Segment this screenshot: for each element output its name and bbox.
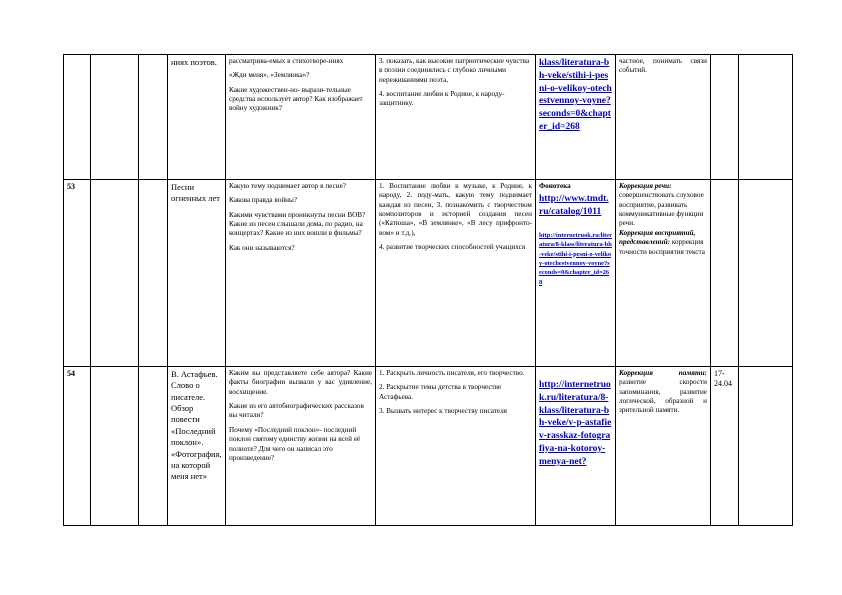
notes-cell bbox=[739, 55, 793, 180]
table-row bbox=[64, 180, 793, 367]
correction-text: развитие скорости запоминания, развитие логической, образной и зрительной памяти. bbox=[619, 378, 707, 415]
correction-text: совершенствовать слуховое восприятие, развивать коммуникативные функции речи. bbox=[619, 191, 704, 228]
question-text: Какова правда войны? bbox=[229, 196, 298, 205]
correction-label: Коррекция речи: bbox=[619, 182, 672, 190]
actual-date: 17-24.04 bbox=[714, 369, 732, 389]
lesson-plan-table bbox=[63, 54, 793, 526]
resources-cell bbox=[536, 55, 616, 180]
question-text: Как они называются? bbox=[229, 243, 295, 252]
goal-text: 1. Раскрыть личность писателя, его творчество. bbox=[379, 369, 525, 377]
topic-cell bbox=[168, 180, 226, 367]
notes-cell bbox=[739, 367, 793, 526]
questions-cell bbox=[226, 367, 376, 526]
topic-cell bbox=[168, 367, 226, 526]
goal-text: 1. Воспитание любви к музыке, к Родине, к народу, 2. поду-мать, какую тему поднимает каждая из песен, 3. познакомить с творчеством композиторов и историей создания песен («Катюша», «В землянке», «В лесу прифронто-вом» и т.д.), bbox=[379, 182, 532, 237]
correction-label: Коррекция восприятий, представлений: bbox=[619, 228, 696, 247]
goal-text: 3. показать, как высокие патриотические чувства в поэзии соединялись с глубоко личными переживаниями поэта, bbox=[379, 57, 530, 84]
lesson-number-cell: 54 bbox=[64, 367, 91, 526]
resources-label: Фонотека bbox=[539, 182, 571, 190]
planned-date-cell bbox=[91, 55, 139, 180]
correction-cell bbox=[616, 55, 711, 180]
resource-link[interactable]: http://internetruok.ru/literatura/8-klass/literatura-bh-veke/stihi-i-pesni-o-velikoy-otechestvennoy-voyne?seconds=0&chapter_id=268 bbox=[539, 231, 612, 286]
question-text: рассматрива-емых в стихотворе-ниях bbox=[229, 57, 344, 65]
questions-cell bbox=[226, 180, 376, 367]
goal-text: 4. развитие творческих способностей учащихся bbox=[379, 243, 526, 252]
goal-text: 4. воспитание любви к Родине, к народу- защитнику. bbox=[379, 90, 505, 108]
question-text: Каким вы представляете себе автора? Какие факты биографии вызвали у вас удивление, восхищение. bbox=[229, 369, 372, 396]
actual-date-cell bbox=[711, 55, 739, 180]
question-text: Какие художествен-но- вырази-тельные средства использует автор? Как изображает войну художник? bbox=[229, 85, 363, 113]
correction-text: коррекция точности восприятия текста bbox=[619, 238, 705, 256]
resources-cell bbox=[536, 180, 616, 367]
goal-text: 3. Вызвать интерес к творчеству писателя bbox=[379, 407, 507, 416]
hours-cell bbox=[139, 55, 168, 180]
correction-label: Коррекция памяти: bbox=[619, 369, 707, 377]
planned-date-cell bbox=[91, 180, 139, 367]
question-text: Какие из его автобиографических рассказов вы читали? bbox=[229, 402, 364, 420]
correction-text: частное, понимать связи событий. bbox=[619, 57, 707, 75]
question-text: «Жди меня», «Землянка»? bbox=[229, 71, 310, 80]
resource-link[interactable]: klass/literatura-bh-veke/stihi-i-pesni-o-velikoy-otechestvennoy-voyne?seconds=0&chapter_id=268 bbox=[539, 58, 612, 133]
resource-link[interactable]: http://www.tmdt.ru/catalog/1011 bbox=[539, 194, 609, 218]
goals-cell bbox=[376, 180, 536, 367]
hours-cell bbox=[139, 180, 168, 367]
correction-cell bbox=[616, 180, 711, 367]
goals-cell bbox=[376, 367, 536, 526]
notes-cell bbox=[739, 180, 793, 367]
resources-cell bbox=[536, 367, 616, 526]
resource-link[interactable]: http://internetruok.ru/literatura/8-klass/literatura-bh-veke/v-p-astafiev-rasskaz-fotografiya-na-kotoroy-menya-net? bbox=[539, 380, 612, 467]
goals-cell bbox=[376, 55, 536, 180]
lesson-topic: В. Астафьев. Слово о писателе. Обзор повести «Последний поклон». «Фотография, на которой меня нет» bbox=[171, 369, 222, 482]
lesson-topic: ниях поэтов. bbox=[171, 57, 217, 67]
topic-cell bbox=[168, 55, 226, 180]
table-row bbox=[64, 367, 793, 526]
goal-text: 2. Раскрытие темы детства в творчестве Астафьева. bbox=[379, 383, 502, 401]
question-text: Какую тему поднимает автор в песне? bbox=[229, 182, 346, 190]
lesson-topic: Песни огненных лет bbox=[171, 182, 220, 204]
planned-date-cell bbox=[91, 367, 139, 526]
actual-date-cell bbox=[711, 180, 739, 367]
questions-cell bbox=[226, 55, 376, 180]
actual-date-cell bbox=[711, 367, 739, 526]
lesson-number-cell: 53 bbox=[64, 180, 91, 367]
hours-cell bbox=[139, 367, 168, 526]
question-text: Почему «Последний поклон»- последний поклон святому единству жизни на всей её полноте? Для чего он написал это произведение? bbox=[229, 425, 361, 462]
table-row bbox=[64, 55, 793, 180]
question-text: Какими чувствами проникнуты песни ВОВ? Какие из песен слышали дома, по радио, на концертах? Какие из них вошли в фильмы? bbox=[229, 210, 366, 238]
lesson-number-cell bbox=[64, 55, 91, 180]
correction-cell bbox=[616, 367, 711, 526]
